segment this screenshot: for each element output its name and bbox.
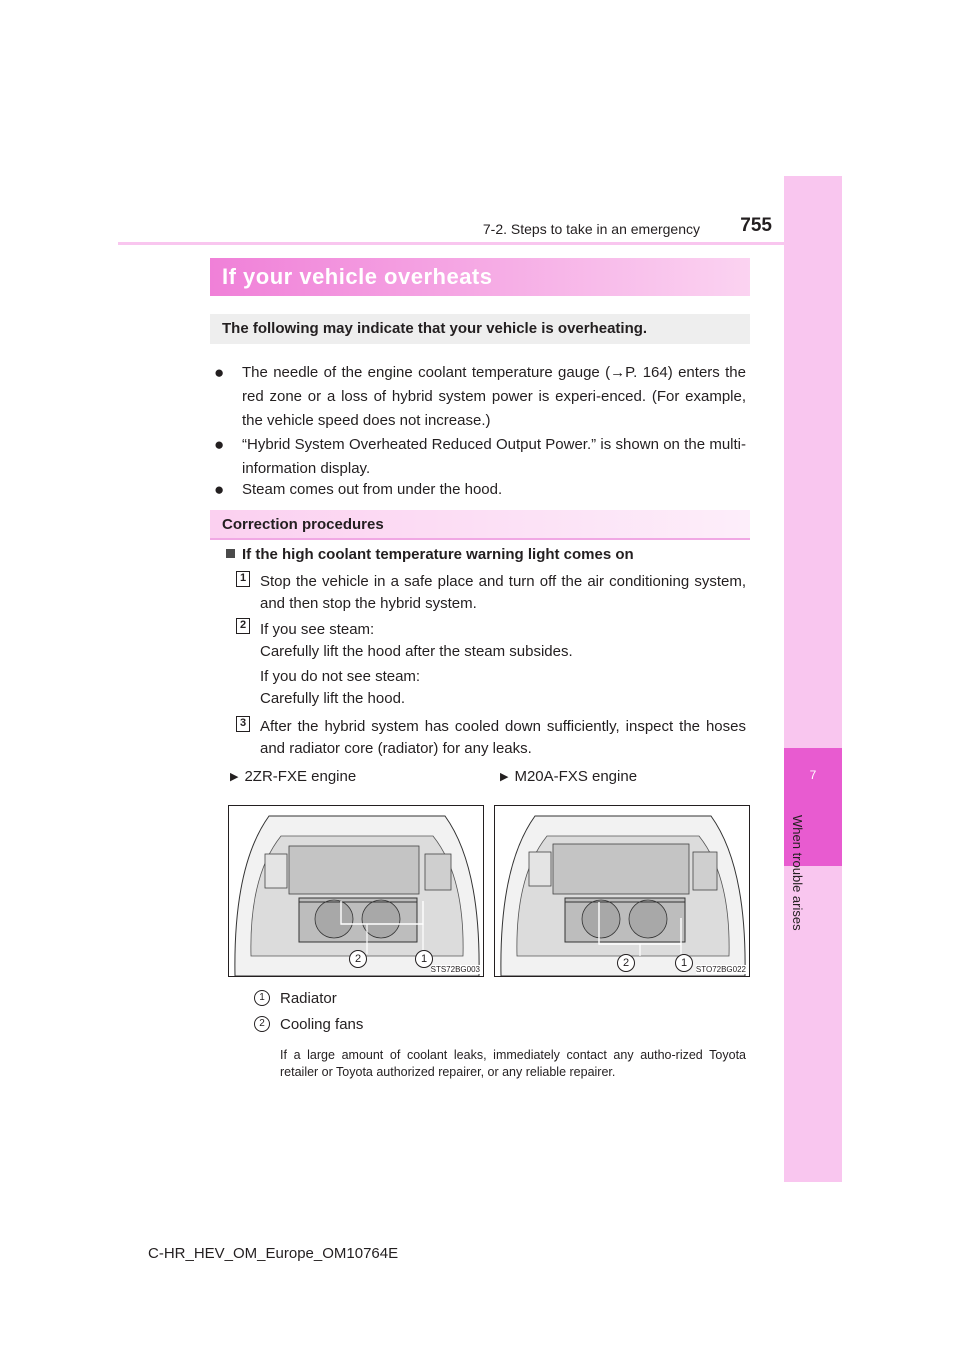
bullet-dot: ●	[214, 435, 225, 454]
chapter-label: When trouble arises	[790, 815, 805, 931]
step-badge: 1	[236, 571, 250, 587]
step-text: After the hybrid system has cooled down sufficiently, inspect the hoses and radiator core (radiator) for any leaks.	[260, 718, 746, 757]
chapter-number: 7	[809, 768, 817, 782]
engine-photo	[228, 805, 484, 977]
intro-header: The following may indicate that your vehicle is overheating.	[222, 320, 648, 337]
title-banner	[210, 258, 750, 296]
engine-photo	[494, 805, 750, 977]
callout: 2	[617, 954, 635, 972]
callout: 2	[349, 950, 367, 968]
bullet-dot: ●	[214, 480, 225, 499]
triangle-right-icon: ▶	[500, 771, 509, 783]
photo-code: STO72BG022	[695, 965, 746, 974]
step-text: Stop the vehicle in a safe place and turn off the air conditioning system, and then stop the hybrid system.	[260, 573, 746, 612]
bullet-text: Steam comes out from under the hood.	[242, 481, 503, 498]
warning-note: If a large amount of coolant leaks, immediately contact any autho-rized Toyota retailer or Toyota authorized repairer, or any reliable repairer.	[280, 1048, 746, 1079]
bullet-text: The needle of the engine coolant temperature gauge (→P. 164) enters the red zone or a loss of hybrid system power is experi-enced. (For example, the vehicle speed does not increase.)	[242, 364, 746, 429]
photo-code: STS72BG003	[430, 965, 480, 974]
engine-label: ▶ 2ZR-FXE engine	[230, 768, 357, 785]
correction-header: Correction procedures	[222, 516, 384, 533]
page-title: If your vehicle overheats	[222, 264, 493, 289]
intro-header-box	[210, 314, 750, 344]
legend-number: 1	[254, 990, 270, 1006]
bullet-text: “Hybrid System Overheated Reduced Output Power.” is shown on the multi-information display.	[242, 436, 746, 477]
side-tab	[784, 176, 842, 1182]
callout: 1	[675, 954, 693, 972]
triangle-right-icon: ▶	[230, 771, 239, 783]
step-text: If you do not see steam:	[260, 668, 421, 685]
legend-number: 2	[254, 1016, 270, 1032]
legend-text: Radiator	[280, 990, 337, 1007]
footer-code: C-HR_HEV_OM_Europe_OM10764E	[148, 1245, 399, 1262]
square-bullet-icon	[226, 549, 235, 558]
subheading	[226, 546, 634, 563]
header-rule	[118, 242, 784, 245]
step-text: Carefully lift the hood after the steam subsides.	[260, 643, 573, 660]
page-number: 755	[740, 215, 772, 236]
callout: 1	[415, 950, 433, 968]
engine-bay-illustration	[495, 806, 750, 977]
engine-label: ▶ M20A-FXS engine	[500, 768, 638, 785]
step-badge: 2	[236, 618, 250, 634]
legend-text: Cooling fans	[280, 1016, 364, 1033]
section-title: 7-2. Steps to take in an emergency	[482, 221, 700, 237]
step-badge: 3	[236, 716, 250, 732]
subheading-text: If the high coolant temperature warning light comes on	[242, 546, 634, 563]
step-text: If you see steam:	[260, 621, 375, 638]
step-text: Carefully lift the hood.	[260, 690, 406, 707]
bullet-dot: ●	[214, 363, 225, 382]
correction-header-box	[210, 510, 750, 540]
